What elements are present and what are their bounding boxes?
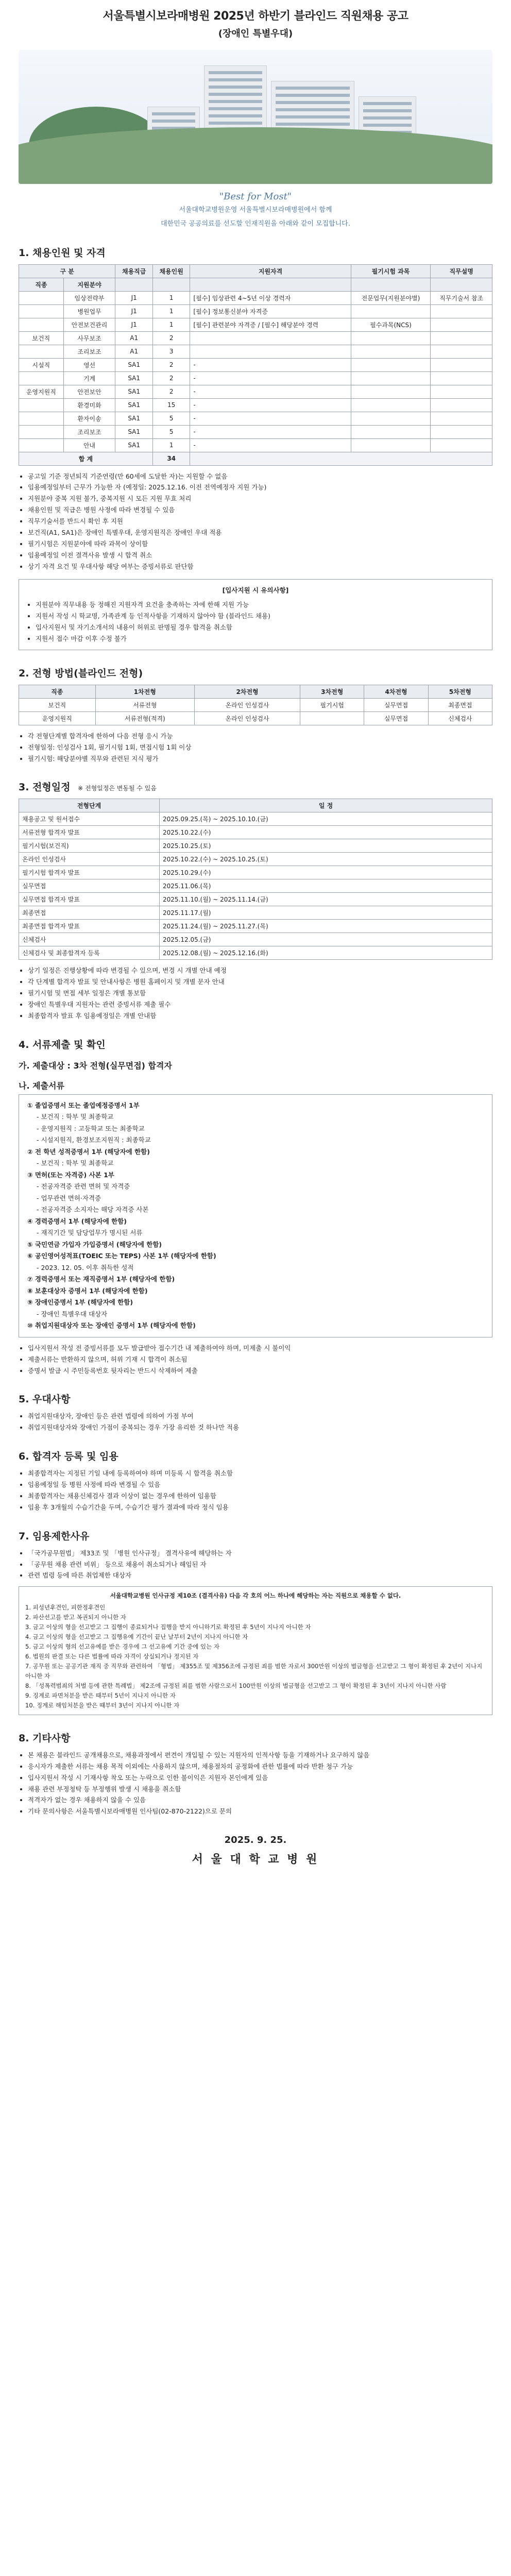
job-count: 2 xyxy=(152,385,190,398)
section-title: 4. 서류제출 및 확인 xyxy=(19,1039,106,1050)
job-qualification: - xyxy=(190,358,351,371)
document-item: ⑨ 장애인증명서 1부 (해당자에 한함) xyxy=(27,1298,133,1307)
note-item: • 증명서 발급 시 주민등록번호 뒷자리는 반드시 삭제하여 제출 xyxy=(28,1365,492,1377)
total-row xyxy=(19,452,492,465)
table-row xyxy=(19,304,492,318)
job-count: 2 xyxy=(152,371,190,385)
section1-notes xyxy=(19,471,492,572)
caution-title: [입사지원 시 유의사항] xyxy=(222,586,289,595)
schedule-stage: 필기시험(보건직) xyxy=(19,839,160,853)
note-item: • 공고일 기준 정년퇴직 기준연령(만 60세에 도달한 자)는 지원할 수 없음 xyxy=(28,471,492,482)
flow-header: 1차전형 xyxy=(95,685,194,698)
tagline-line2: 대한민국 공공의료를 선도할 인재직원을 아래와 같이 모집합니다. xyxy=(161,219,350,228)
note-item: • 적격자가 없는 경우 채용하지 않을 수 있음 xyxy=(28,1794,492,1806)
schedule-row xyxy=(19,879,492,893)
table-row xyxy=(19,291,492,304)
col-date: 일 정 xyxy=(160,799,492,812)
total-count: 34 xyxy=(152,452,190,465)
schedule-date: 2025.10.25.(토) xyxy=(160,839,492,853)
flow-row xyxy=(19,711,492,725)
section-others xyxy=(19,1731,492,1817)
table-row xyxy=(19,412,492,425)
schedule-date: 2025.10.22.(수) xyxy=(160,826,492,839)
note-item: • 취업지원대상자, 장애인 등은 관련 법령에 의하여 가점 부여 xyxy=(28,1411,492,1422)
job-field: 안내 xyxy=(63,438,115,452)
note-item: • 전형일정: 인성검사 1회, 필기시험 1회, 면접시험 1회 이상 xyxy=(28,742,492,753)
section2-notes xyxy=(19,731,492,765)
section-preference xyxy=(19,1392,492,1433)
flow-header: 직종 xyxy=(19,685,96,698)
section4-notes xyxy=(19,1343,492,1377)
selection-flow-table xyxy=(19,685,492,725)
job-qualification xyxy=(190,345,351,358)
col-stage: 전형단계 xyxy=(19,799,160,812)
section-recruitment-qualification xyxy=(19,245,492,650)
section7-notes xyxy=(19,1548,492,1582)
note-item: • 채용인원 및 직급은 병원 사정에 따라 변경될 수 있음 xyxy=(28,504,492,516)
col-description: 직무설명 xyxy=(431,264,492,278)
section-documents xyxy=(19,1037,492,1377)
document-detail: - 재직기간 및 담당업무가 명시된 서류 xyxy=(37,1229,143,1237)
job-description xyxy=(431,438,492,452)
flow-cell: 신체검사 xyxy=(428,711,492,725)
schedule-row xyxy=(19,906,492,920)
schedule-stage: 신체검사 xyxy=(19,933,160,946)
job-field: 기계 xyxy=(63,371,115,385)
note-item: • 입사지원서 작성 전 증빙서류를 모두 발급받아 접수기간 내 제출하여야 하며, 미제출 시 불이익 xyxy=(28,1343,492,1354)
job-description xyxy=(431,412,492,425)
job-qualification: [필수] 정보통신분야 자격증 xyxy=(190,304,351,318)
job-count: 2 xyxy=(152,331,190,345)
document-detail: - 시설지원직, 환경보조지원직 : 최종학교 xyxy=(37,1136,151,1144)
job-description xyxy=(431,318,492,331)
schedule-date: 2025.11.17.(월) xyxy=(160,906,492,920)
slogan: "Best for Most" xyxy=(219,191,292,202)
note-item: • 제출서류는 반환하지 않으며, 허위 기재 시 합격이 취소됨 xyxy=(28,1354,492,1365)
document-item: ⑦ 경력증명서 또는 재직증명서 1부 (해당자에 한함) xyxy=(27,1275,175,1283)
col-field: 지원분야 xyxy=(63,278,115,291)
job-qualification: [필수] 임상관련 4~5년 이상 경력자 xyxy=(190,291,351,304)
schedule-row xyxy=(19,866,492,879)
schedule-stage: 실무면접 합격자 발표 xyxy=(19,893,160,906)
note-item: • 채용 관련 부정청탁 등 부정행위 발생 시 채용을 취소함 xyxy=(28,1784,492,1795)
job-exam xyxy=(351,345,431,358)
submission-target: 가. 제출대상 : 3차 전형(실무면접) 합격자 xyxy=(19,1060,172,1071)
regulation-line: 2. 파산선고를 받고 복권되지 아니한 자 xyxy=(25,1614,126,1621)
notice-date: 2025. 9. 25. xyxy=(224,1835,287,1846)
schedule-row xyxy=(19,933,492,946)
organization-name: 서 울 대 학 교 병 원 xyxy=(192,1853,319,1867)
regulation-title: 서울대학교병원 인사규정 제10조 (결격사유) 다음 각 호의 어느 하나에 해당하는 자는 직원으로 채용할 수 없다. xyxy=(110,1592,401,1600)
job-qualification: - xyxy=(190,371,351,385)
document-item: ⑧ 보훈대상자 증명서 1부 (해당자에 한함) xyxy=(27,1286,148,1295)
job-count: 2 xyxy=(152,358,190,371)
job-grade: SA1 xyxy=(115,358,152,371)
section3-notes xyxy=(19,965,492,1021)
job-exam: 전문업무(지원분야별) xyxy=(351,291,431,304)
regulation-line: 3. 금고 이상의 형을 선고받고 그 집행이 종료되거나 집행을 받지 아니하기로 확정된 후 5년이 지나지 아니한 자 xyxy=(25,1623,311,1631)
section-title: 8. 기타사항 xyxy=(19,1732,71,1744)
flow-cell: 운영지원직 xyxy=(19,711,96,725)
job-field: 조리보조 xyxy=(63,345,115,358)
job-grade: SA1 xyxy=(115,425,152,438)
note-item: • 직무기술서를 반드시 확인 후 지원 xyxy=(28,516,492,527)
note-item: • 필기시험 및 면접 세부 일정은 개별 통보함 xyxy=(28,988,492,999)
job-description xyxy=(431,345,492,358)
notice-subtitle: (장애인 특별우대) xyxy=(218,28,293,39)
job-grade: SA1 xyxy=(115,371,152,385)
job-description xyxy=(431,358,492,371)
document-detail: - 2023. 12. 05. 이후 취득한 성적 xyxy=(37,1263,134,1272)
document-item: ④ 경력증명서 1부 (해당자에 한함) xyxy=(27,1217,127,1225)
job-count: 1 xyxy=(152,304,190,318)
notice-header xyxy=(0,0,511,43)
schedule-row xyxy=(19,812,492,826)
job-category xyxy=(19,345,64,358)
regulation-line: 8. 「성폭력범죄의 처벌 등에 관한 특례법」 제2조에 규정된 죄를 범한 사람으로서 100만원 이상의 벌금형을 선고받고 그 형이 확정된 후 3년이 지나지 아니한 사람 xyxy=(25,1682,447,1690)
schedule-date: 2025.11.06.(목) xyxy=(160,879,492,893)
note-item: • 기타 문의사항은 서울특별시보라매병원 인사팀(02-870-2122)으로 문의 xyxy=(28,1806,492,1817)
document-list-box xyxy=(19,1094,492,1337)
note-item: • 관련 법령 등에 따른 취업제한 대상자 xyxy=(28,1570,492,1581)
job-category xyxy=(19,291,64,304)
section5-notes xyxy=(19,1411,492,1433)
col-job: 직종 xyxy=(19,278,64,291)
flow-cell xyxy=(300,711,364,725)
document-item: ③ 면허(또는 자격증) 사본 1부 xyxy=(27,1171,114,1179)
schedule-stage: 채용공고 및 원서접수 xyxy=(19,812,160,826)
schedule-date: 2025.11.10.(월) ~ 2025.11.14.(금) xyxy=(160,893,492,906)
note-item: • 지원분야 직무내용 등 정해진 지원자격 요건을 충족하는 자에 한해 지원 가능 xyxy=(36,599,485,611)
document-detail: - 전공자격증 소지자는 해당 자격증 사본 xyxy=(37,1206,149,1214)
hospital-building-photo xyxy=(19,50,492,184)
regulation-line: 10. 징계로 해임처분을 받은 때부터 3년이 지나지 아니한 자 xyxy=(25,1702,180,1709)
job-count: 1 xyxy=(152,318,190,331)
notice-footer xyxy=(0,1835,511,1867)
job-field: 환경미화 xyxy=(63,398,115,412)
note-item: • 최종합격자 발표 후 임용예정일은 개별 안내함 xyxy=(28,1010,492,1022)
job-description xyxy=(431,425,492,438)
section-title: 1. 채용인원 및 자격 xyxy=(19,247,106,259)
job-category: 보건직 xyxy=(19,331,64,345)
note-item: • 임용예정일 이전 결격사유 발생 시 합격 취소 xyxy=(28,550,492,561)
tagline xyxy=(0,191,511,230)
schedule-stage: 신체검사 및 최종합격자 등록 xyxy=(19,946,160,960)
schedule-date: 2025.12.05.(금) xyxy=(160,933,492,946)
total-label: 합 계 xyxy=(19,452,153,465)
note-item: • 임용예정일부터 근무가 가능한 자 (예정일: 2025.12.16. 이전 전역예정자 지원 가능) xyxy=(28,482,492,493)
schedule-stage: 실무면접 xyxy=(19,879,160,893)
table-row xyxy=(19,331,492,345)
schedule-row xyxy=(19,920,492,933)
section-title: 5. 우대사항 xyxy=(19,1394,71,1405)
job-exam xyxy=(351,371,431,385)
schedule-row xyxy=(19,839,492,853)
schedule-date: 2025.09.25.(목) ~ 2025.10.10.(금) xyxy=(160,812,492,826)
document-detail: - 운영지원직 : 고등학교 또는 최종학교 xyxy=(37,1124,145,1132)
schedule-subtitle: ※ 전형일정은 변동될 수 있음 xyxy=(78,785,157,792)
job-field: 영선 xyxy=(63,358,115,371)
job-category: 운영지원직 xyxy=(19,385,64,398)
job-grade: SA1 xyxy=(115,412,152,425)
note-item: • 최종합격자는 지정된 기일 내에 등록하여야 하며 미등록 시 합격을 취소함 xyxy=(28,1468,492,1479)
job-exam: 필수과목(NCS) xyxy=(351,318,431,331)
note-item: • 본 채용은 블라인드 공개채용으로, 채용과정에서 편견이 개입될 수 있는 지원자의 인적사항 등을 기재하거나 요구하지 않음 xyxy=(28,1750,492,1761)
job-grade: SA1 xyxy=(115,385,152,398)
job-qualification xyxy=(190,331,351,345)
job-grade: SA1 xyxy=(115,438,152,452)
section-registration xyxy=(19,1449,492,1513)
job-category xyxy=(19,304,64,318)
note-item: • 상기 일정은 진행상황에 따라 변경될 수 있으며, 변경 시 개별 안내 예정 xyxy=(28,965,492,976)
schedule-table xyxy=(19,799,492,960)
note-item: • 「국가공무원법」 제33조 및 「병원 인사규정」 결격사유에 해당하는 자 xyxy=(28,1548,492,1559)
document-detail: - 전공자격증 관련 면허 및 자격증 xyxy=(37,1182,130,1191)
note-item: • 입사지원서 작성 시 기재사항 착오 또는 누락으로 인한 불이익은 지원자 본인에게 있음 xyxy=(28,1772,492,1784)
section-title: 6. 합격자 등록 및 임용 xyxy=(19,1451,118,1463)
job-exam xyxy=(351,385,431,398)
col-exam: 필기시험 과목 xyxy=(351,264,431,278)
note-item: • 지원서 접수 마감 이후 수정 불가 xyxy=(36,633,485,645)
job-exam xyxy=(351,331,431,345)
job-field: 임상전략부 xyxy=(63,291,115,304)
section8-notes xyxy=(19,1750,492,1817)
job-qualification: - xyxy=(190,385,351,398)
tagline-line1: 서울대학교병원운영 서울특별시보라매병원에서 함께 xyxy=(179,206,332,214)
table-row xyxy=(19,345,492,358)
note-item: • 임용예정일 등 병원 사정에 따라 변경될 수 있음 xyxy=(28,1479,492,1490)
job-description xyxy=(431,331,492,345)
job-category xyxy=(19,398,64,412)
regulation-line: 1. 피성년후견인, 피한정후견인 xyxy=(25,1604,106,1612)
job-category xyxy=(19,438,64,452)
schedule-stage: 온라인 인성검사 xyxy=(19,853,160,866)
schedule-date: 2025.10.22.(수) ~ 2025.10.25.(토) xyxy=(160,853,492,866)
col-grade: 채용직급 xyxy=(115,264,152,278)
flow-row xyxy=(19,698,492,711)
job-category xyxy=(19,371,64,385)
job-count: 5 xyxy=(152,412,190,425)
note-item: • 지원분야 중복 지원 불가, 중복지원 시 모든 지원 무효 처리 xyxy=(28,493,492,504)
note-item: • 입사지원서 및 자기소개서의 내용이 허위로 판명될 경우 합격을 취소함 xyxy=(36,622,485,633)
note-item: • 최종합격자는 채용신체검사 결과 이상이 없는 경우에 한하여 임용함 xyxy=(28,1490,492,1502)
schedule-date: 2025.11.24.(월) ~ 2025.11.27.(목) xyxy=(160,920,492,933)
table-row xyxy=(19,371,492,385)
note-item: • 응시자가 제출한 서류는 채용 목적 이외에는 사용하지 않으며, 채용절차의 공정화에 관한 법률에 따라 반환 청구 가능 xyxy=(28,1761,492,1772)
job-exam xyxy=(351,398,431,412)
section-title: 7. 임용제한사유 xyxy=(19,1530,90,1542)
job-grade: J1 xyxy=(115,291,152,304)
application-caution-box xyxy=(19,579,492,650)
document-item: ① 졸업증명서 또는 졸업예정증명서 1부 xyxy=(27,1101,140,1109)
flow-cell: 보건직 xyxy=(19,698,96,711)
job-category: 시설직 xyxy=(19,358,64,371)
job-qualification: - xyxy=(190,438,351,452)
note-item: • 각 단계별 합격자 발표 및 안내사항은 병원 홈페이지 및 개별 문자 안내 xyxy=(28,976,492,988)
note-item: • 상기 자격 요건 및 우대사항 해당 여부는 증빙서류로 판단함 xyxy=(28,561,492,572)
regulation-line: 5. 금고 이상의 형의 선고유예를 받은 경우에 그 선고유예 기간 중에 있는 자 xyxy=(25,1643,219,1651)
notice-title: 서울특별시보라매병원 2025년 하반기 블라인드 직원채용 공고 xyxy=(103,10,408,23)
col-qualification: 지원자격 xyxy=(190,264,351,278)
section-schedule xyxy=(19,779,492,1021)
recruitment-table xyxy=(19,264,492,466)
note-item: • 지원서 작성 시 학교명, 가족관계 등 인적사항을 기재하지 않아야 함 (블라인드 채용) xyxy=(36,611,485,622)
col-category: 구 분 xyxy=(19,264,115,278)
job-qualification: - xyxy=(190,398,351,412)
document-detail: - 장애인 특별우대 대상자 xyxy=(37,1310,108,1318)
job-field: 병원업무 xyxy=(63,304,115,318)
flow-cell: 서류전형(적격) xyxy=(95,711,194,725)
job-count: 1 xyxy=(152,438,190,452)
job-grade: A1 xyxy=(115,331,152,345)
job-field: 조리보조 xyxy=(63,425,115,438)
schedule-stage: 서류전형 합격자 발표 xyxy=(19,826,160,839)
table-row xyxy=(19,385,492,398)
flow-cell: 필기시험 xyxy=(300,698,364,711)
section-selection-method xyxy=(19,666,492,765)
job-qualification: - xyxy=(190,425,351,438)
note-item: • 필기시험: 해당분야별 직무와 관련된 지식 평가 xyxy=(28,753,492,765)
schedule-date: 2025.10.29.(수) xyxy=(160,866,492,879)
flow-cell: 온라인 인성검사 xyxy=(194,698,300,711)
table-row xyxy=(19,398,492,412)
schedule-stage: 필기시험 합격자 발표 xyxy=(19,866,160,879)
job-grade: J1 xyxy=(115,318,152,331)
job-exam xyxy=(351,438,431,452)
document-item: ⑥ 공인영어성적표(TOEIC 또는 TEPS) 사본 1부 (해당자에 한함) xyxy=(27,1252,216,1260)
document-detail: - 보건직 : 학부 및 최종학교 xyxy=(37,1159,114,1167)
table-row xyxy=(19,438,492,452)
job-field: 안전보건관리 xyxy=(63,318,115,331)
job-exam xyxy=(351,304,431,318)
flow-header: 5차전형 xyxy=(428,685,492,698)
section-title xyxy=(19,779,492,793)
job-exam xyxy=(351,358,431,371)
job-description: 직무기술서 참조 xyxy=(431,291,492,304)
table-row xyxy=(19,318,492,331)
flow-header: 3차전형 xyxy=(300,685,364,698)
job-count: 3 xyxy=(152,345,190,358)
section-title: 2. 전형 방법(블라인드 전형) xyxy=(19,667,143,679)
col-count: 채용인원 xyxy=(152,264,190,278)
regulation-line: 4. 금고 이상의 형을 선고받고 그 집행유예 기간이 끝난 날부터 2년이 지나지 아니한 자 xyxy=(25,1633,248,1641)
note-item: • 「공무원 채용 관련 비위」 등으로 채용이 취소되거나 해임된 자 xyxy=(28,1559,492,1570)
schedule-row xyxy=(19,946,492,960)
flow-header: 2차전형 xyxy=(194,685,300,698)
flow-cell: 실무면접 xyxy=(364,698,428,711)
schedule-title: 3. 전형일정 xyxy=(19,782,71,793)
note-item: • 취업지원대상자와 장애인 가점이 중복되는 경우 가장 유리한 것 하나만 적용 xyxy=(28,1422,492,1433)
job-description xyxy=(431,385,492,398)
job-description xyxy=(431,371,492,385)
job-description xyxy=(431,398,492,412)
personnel-regulation-box xyxy=(19,1586,492,1715)
note-item: • 필기시험은 지원분야에 따라 과목이 상이함 xyxy=(28,538,492,550)
job-count: 15 xyxy=(152,398,190,412)
flow-cell: 온라인 인성검사 xyxy=(194,711,300,725)
job-category xyxy=(19,318,64,331)
job-qualification: [필수] 관련분야 자격증 / [필수] 해당분야 경력 xyxy=(190,318,351,331)
document-detail: - 업무관련 면허·자격증 xyxy=(37,1194,101,1202)
flow-header: 4차전형 xyxy=(364,685,428,698)
schedule-row xyxy=(19,853,492,866)
regulation-line: 9. 징계로 파면처분을 받은 때부터 5년이 지나지 아니한 자 xyxy=(25,1692,176,1700)
job-count: 5 xyxy=(152,425,190,438)
job-grade: SA1 xyxy=(115,398,152,412)
section6-notes xyxy=(19,1468,492,1513)
table-row xyxy=(19,425,492,438)
document-item: ⑤ 국민연금 가입자 가입증명서 (해당자에 한함) xyxy=(27,1240,162,1248)
job-grade: J1 xyxy=(115,304,152,318)
note-item: • 임용 후 3개월의 수습기간을 두며, 수습기간 평가 결과에 따라 정식 임용 xyxy=(28,1502,492,1513)
job-grade: A1 xyxy=(115,345,152,358)
schedule-stage: 최종면접 xyxy=(19,906,160,920)
document-detail: - 보건직 : 학부 및 최종학교 xyxy=(37,1113,114,1121)
note-item: • 각 전형단계별 합격자에 한하여 다음 전형 응시 가능 xyxy=(28,731,492,742)
section-disqualification xyxy=(19,1529,492,1715)
note-item: • 보건직(A1, SA1)은 장애인 특별우대, 운영지원직은 장애인 우대 적용 xyxy=(28,527,492,538)
job-description xyxy=(431,304,492,318)
job-category xyxy=(19,425,64,438)
job-field: 안전보안 xyxy=(63,385,115,398)
flow-cell: 최종면접 xyxy=(428,698,492,711)
document-item: ⑩ 취업지원대상자 또는 장애인 증명서 1부 (해당자에 한함) xyxy=(27,1321,196,1330)
note-item: • 장애인 특별우대 지원자는 관련 증빙서류 제출 필수 xyxy=(28,999,492,1010)
job-field: 환자이송 xyxy=(63,412,115,425)
schedule-row xyxy=(19,893,492,906)
schedule-row xyxy=(19,826,492,839)
flow-cell: 실무면접 xyxy=(364,711,428,725)
schedule-date: 2025.12.08.(월) ~ 2025.12.16.(화) xyxy=(160,946,492,960)
document-item: ② 전 학년 성적증명서 1부 (해당자에 한함) xyxy=(27,1147,150,1156)
job-qualification: - xyxy=(190,412,351,425)
job-exam xyxy=(351,412,431,425)
regulation-line: 7. 공무원 또는 공공기관 재직 중 직무와 관련하여 「형법」 제355조 및 제356조에 규정된 죄를 범한 자로서 300만원 이상의 벌금형을 선고받고 그 형이 확정된 후 2년이 지나지 아니한 자 xyxy=(25,1663,483,1680)
job-field: 사무보조 xyxy=(63,331,115,345)
flow-cell: 서류전형 xyxy=(95,698,194,711)
job-category xyxy=(19,412,64,425)
job-count: 1 xyxy=(152,291,190,304)
schedule-stage: 최종면접 합격자 발표 xyxy=(19,920,160,933)
submission-docs-title: 나. 제출서류 xyxy=(19,1080,64,1091)
table-row xyxy=(19,358,492,371)
job-exam xyxy=(351,425,431,438)
regulation-line: 6. 법원의 판결 또는 다른 법률에 따라 자격이 상실되거나 정지된 자 xyxy=(25,1653,199,1660)
